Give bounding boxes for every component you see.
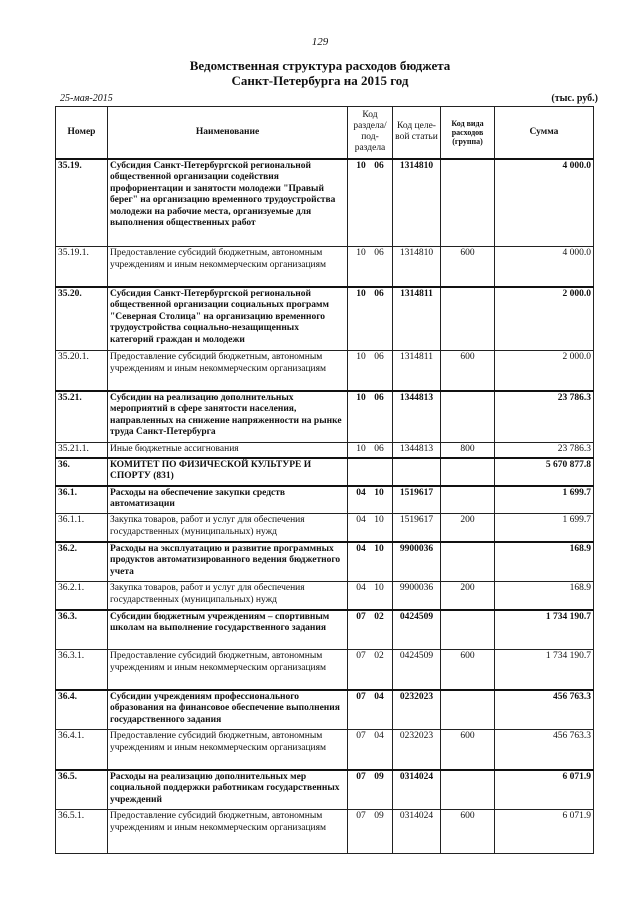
table-row xyxy=(56,247,594,287)
row-vr xyxy=(441,458,495,486)
row-name: Расходы на обеспечение закупки средств автоматизации xyxy=(108,486,348,514)
row-name: Расходы на реализацию дополнительных мер социальной поддержки работникам государственных учреждений xyxy=(108,770,348,810)
row-razdel-code: 04 xyxy=(356,515,366,525)
row-name: Субсидии на реализацию дополнительных мероприятий в сфере занятости населения, направленных на снижение напряженности на рынке труда Санкт-Петербурга xyxy=(108,391,348,443)
row-razdel-code: 10 xyxy=(356,392,366,403)
row-vr: 600 xyxy=(441,351,495,391)
row-podrazdel-code: 06 xyxy=(374,352,384,362)
header-cs: Код целе-вой статьи xyxy=(393,107,441,159)
header-vr: Код вида расходов (группа) xyxy=(441,107,495,159)
row-vr: 600 xyxy=(441,730,495,770)
row-razdel-code: 04 xyxy=(356,583,366,593)
row-razdel xyxy=(348,610,393,650)
row-cs: 0232023 xyxy=(393,690,441,730)
row-razdel xyxy=(348,514,393,542)
row-razdel-code: 10 xyxy=(356,248,366,258)
header-razdel: Код раздела/ под-раздела xyxy=(348,107,393,159)
row-vr xyxy=(441,542,495,582)
row-cs: 1314810 xyxy=(393,247,441,287)
table-row xyxy=(56,443,594,458)
row-vr xyxy=(441,391,495,443)
table-row xyxy=(56,514,594,542)
table-row xyxy=(56,542,594,582)
row-cs: 1519617 xyxy=(393,486,441,514)
row-name: Иные бюджетные ассигнования xyxy=(108,443,348,458)
row-sum: 1 699.7 xyxy=(495,486,594,514)
table-row xyxy=(56,730,594,770)
row-cs: 0424509 xyxy=(393,610,441,650)
row-sum: 2 000.0 xyxy=(495,287,594,351)
row-name: КОМИТЕТ ПО ФИЗИЧЕСКОЙ КУЛЬТУРЕ И СПОРТУ (831) xyxy=(108,458,348,486)
table-row xyxy=(56,351,594,391)
row-cs: 1344813 xyxy=(393,391,441,443)
row-razdel xyxy=(348,486,393,514)
row-sum: 168.9 xyxy=(495,542,594,582)
row-razdel xyxy=(348,159,393,247)
row-razdel xyxy=(348,690,393,730)
row-number: 35.19. xyxy=(56,159,108,247)
row-podrazdel-code: 10 xyxy=(374,543,384,554)
row-razdel-code: 10 xyxy=(356,444,366,454)
row-vr xyxy=(441,610,495,650)
row-cs: 1519617 xyxy=(393,514,441,542)
row-sum: 4 000.0 xyxy=(495,247,594,287)
row-razdel-code: 10 xyxy=(356,288,366,299)
row-sum: 5 670 877.8 xyxy=(495,458,594,486)
table-header-row xyxy=(56,107,594,159)
row-podrazdel-code: 10 xyxy=(374,583,384,593)
title-line-1: Ведомственная структура расходов бюджета xyxy=(189,58,451,73)
row-sum: 2 000.0 xyxy=(495,351,594,391)
row-vr: 600 xyxy=(441,650,495,690)
row-razdel-code: 10 xyxy=(356,160,366,171)
row-razdel xyxy=(348,730,393,770)
row-vr: 600 xyxy=(441,810,495,854)
row-cs xyxy=(393,458,441,486)
page-title xyxy=(0,58,640,88)
row-podrazdel-code: 06 xyxy=(374,392,384,403)
row-name: Субсидии учреждениям профессионального образования на финансовое обеспечение выполнения государственного задания xyxy=(108,690,348,730)
row-razdel xyxy=(348,351,393,391)
row-razdel xyxy=(348,287,393,351)
row-vr: 200 xyxy=(441,582,495,610)
row-podrazdel-code: 10 xyxy=(374,515,384,525)
row-razdel-code: 04 xyxy=(356,543,366,554)
row-razdel xyxy=(348,810,393,854)
row-cs: 1314811 xyxy=(393,351,441,391)
row-sum: 1 734 190.7 xyxy=(495,610,594,650)
row-podrazdel-code: 06 xyxy=(374,444,384,454)
row-razdel xyxy=(348,770,393,810)
row-name: Расходы на эксплуатацию и развитие программных продуктов автоматизированного ведения бюджетного учета xyxy=(108,542,348,582)
row-name: Предоставление субсидий бюджетным, автономным учреждениям и иным некоммерческим организациям xyxy=(108,247,348,287)
row-cs: 9900036 xyxy=(393,582,441,610)
row-razdel-code: 07 xyxy=(356,771,366,782)
row-sum: 1 699.7 xyxy=(495,514,594,542)
row-podrazdel-code: 04 xyxy=(374,691,384,702)
row-vr: 200 xyxy=(441,514,495,542)
row-name: Закупка товаров, работ и услуг для обеспечения государственных (муниципальных) нужд xyxy=(108,582,348,610)
row-razdel xyxy=(348,247,393,287)
table-row xyxy=(56,610,594,650)
table-row xyxy=(56,287,594,351)
row-number: 35.20.1. xyxy=(56,351,108,391)
row-number: 36.5. xyxy=(56,770,108,810)
row-vr xyxy=(441,486,495,514)
row-razdel xyxy=(348,443,393,458)
row-cs: 1314811 xyxy=(393,287,441,351)
row-razdel xyxy=(348,391,393,443)
row-number: 35.19.1. xyxy=(56,247,108,287)
page-number: 129 xyxy=(311,36,329,48)
row-name: Предоставление субсидий бюджетным, автономным учреждениям и иным некоммерческим организациям xyxy=(108,730,348,770)
row-razdel-code: 07 xyxy=(356,651,366,661)
table-row xyxy=(56,770,594,810)
row-podrazdel-code: 02 xyxy=(374,651,384,661)
table-row xyxy=(56,810,594,854)
row-vr xyxy=(441,159,495,247)
row-name: Субсидия Санкт-Петербургской региональной общественной организации содействия профориентации и занятости молодежи "Правый берег" на организацию временного трудоустройства молодежи на рабочие места, организуемые для выполнения общественных работ xyxy=(108,159,348,247)
title-line-2: Санкт-Петербурга на 2015 год xyxy=(231,73,409,88)
units-label: (тыс. руб.) xyxy=(551,93,598,104)
row-number: 36.3.1. xyxy=(56,650,108,690)
row-name: Предоставление субсидий бюджетным, автономным учреждениям и иным некоммерческим организациям xyxy=(108,810,348,854)
budget-table xyxy=(55,106,594,854)
row-razdel-code: 07 xyxy=(356,731,366,741)
row-razdel xyxy=(348,650,393,690)
table-row xyxy=(56,486,594,514)
row-razdel-code: 07 xyxy=(356,611,366,622)
row-name: Закупка товаров, работ и услуг для обеспечения государственных (муниципальных) нужд xyxy=(108,514,348,542)
row-name: Субсидии бюджетным учреждениям – спортивным школам на выполнение государственного задания xyxy=(108,610,348,650)
row-razdel xyxy=(348,458,393,486)
table-row xyxy=(56,159,594,247)
row-vr xyxy=(441,770,495,810)
row-podrazdel-code: 06 xyxy=(374,248,384,258)
row-cs: 0232023 xyxy=(393,730,441,770)
row-razdel xyxy=(348,542,393,582)
header-number: Номер xyxy=(56,107,108,159)
row-sum: 23 786.3 xyxy=(495,391,594,443)
row-number: 36.3. xyxy=(56,610,108,650)
row-number: 36.4.1. xyxy=(56,730,108,770)
row-cs: 9900036 xyxy=(393,542,441,582)
header-name: Наименование xyxy=(108,107,348,159)
row-sum: 456 763.3 xyxy=(495,730,594,770)
row-razdel-code: 07 xyxy=(356,811,366,821)
row-sum: 23 786.3 xyxy=(495,443,594,458)
row-number: 36.4. xyxy=(56,690,108,730)
row-razdel-code: 10 xyxy=(356,352,366,362)
row-number: 36.2. xyxy=(56,542,108,582)
row-cs: 0424509 xyxy=(393,650,441,690)
row-number: 36.2.1. xyxy=(56,582,108,610)
row-number: 36.1. xyxy=(56,486,108,514)
row-name: Предоставление субсидий бюджетным, автономным учреждениям и иным некоммерческим организациям xyxy=(108,650,348,690)
row-vr: 600 xyxy=(441,247,495,287)
row-podrazdel-code: 04 xyxy=(374,731,384,741)
table-row xyxy=(56,690,594,730)
row-number: 35.21. xyxy=(56,391,108,443)
row-cs: 0314024 xyxy=(393,810,441,854)
table-row xyxy=(56,650,594,690)
row-sum: 6 071.9 xyxy=(495,810,594,854)
row-razdel xyxy=(348,582,393,610)
row-podrazdel-code: 06 xyxy=(374,288,384,299)
row-sum: 456 763.3 xyxy=(495,690,594,730)
document-date: 25-мая-2015 xyxy=(60,93,113,104)
row-number: 36. xyxy=(56,458,108,486)
row-name: Предоставление субсидий бюджетным, автономным учреждениям и иным некоммерческим организациям xyxy=(108,351,348,391)
row-number: 35.21.1. xyxy=(56,443,108,458)
row-cs: 0314024 xyxy=(393,770,441,810)
row-cs: 1344813 xyxy=(393,443,441,458)
row-podrazdel-code: 10 xyxy=(374,487,384,498)
row-number: 36.5.1. xyxy=(56,810,108,854)
table-row xyxy=(56,582,594,610)
row-sum: 168.9 xyxy=(495,582,594,610)
row-razdel-code: 04 xyxy=(356,487,366,498)
row-podrazdel-code: 09 xyxy=(374,771,384,782)
row-razdel-code: 07 xyxy=(356,691,366,702)
row-name: Субсидия Санкт-Петербургской региональной общественной организации социальных программ "Северная Столица" на организацию временного трудоустройства социально-незащищенных категорий граждан и молодежи xyxy=(108,287,348,351)
row-number: 35.20. xyxy=(56,287,108,351)
row-sum: 6 071.9 xyxy=(495,770,594,810)
table-row xyxy=(56,458,594,486)
row-vr: 800 xyxy=(441,443,495,458)
row-podrazdel-code: 09 xyxy=(374,811,384,821)
row-sum: 1 734 190.7 xyxy=(495,650,594,690)
header-sum: Сумма xyxy=(495,107,594,159)
row-vr xyxy=(441,690,495,730)
table-row xyxy=(56,391,594,443)
row-podrazdel-code: 02 xyxy=(374,611,384,622)
row-sum: 4 000.0 xyxy=(495,159,594,247)
row-podrazdel-code: 06 xyxy=(374,160,384,171)
row-number: 36.1.1. xyxy=(56,514,108,542)
row-cs: 1314810 xyxy=(393,159,441,247)
row-vr xyxy=(441,287,495,351)
